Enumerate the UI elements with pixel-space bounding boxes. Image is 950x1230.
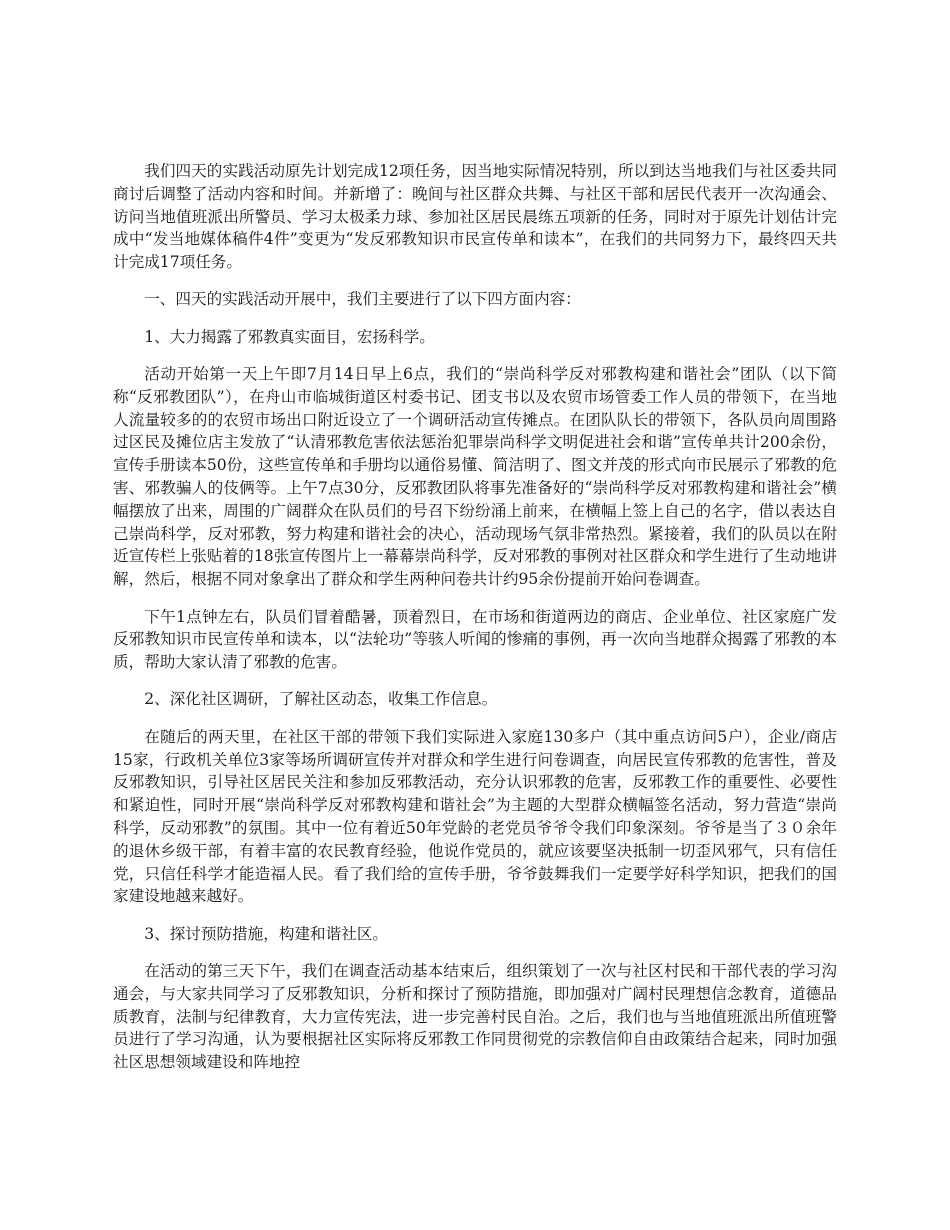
section-heading-main: 一、四天的实践活动开展中，我们主要进行了以下四方面内容： xyxy=(144,290,581,309)
paragraph-day-one-morning: 活动开始第一天上午即7月14日早上6点，我们的“崇尚科学反对邪教构建和谐社会”团队（以下简称“反邪教团队”），在舟山市临城街道区村委书记、团支书以及农贸市场管委工作人员的带领下，在当地人流量较多的的农贸市场出口附近设立了一个调研活动宣传摊点。在团队队长的带领下，各队员向周围路过区民及摊位店主发放了“认清邪教危害依法惩治犯罪崇尚科学文明促进社会和谐”宣传单共计200余份，宣传手册读本50份，这些宣传单和手册均以通俗易懂、简洁明了、图文并茂的形式向市民展示了邪教的危害、邪教骗人的伎俩等。上午7点30分，反邪教团队将事先准备好的“崇尚科学反对邪教构建和谐社会”横幅摆放了出来，周围的广阔群众在队员们的号召下纷纷涌上前来，在横幅上签上自己的名字，借以表达自己崇尚科学，反对邪教，努力构建和谐社会的决心，活动现场气氛非常热烈。紧接着，我们的队员以在附近宣传栏上张贴着的18张宣传图片上一幕幕崇尚科学，反对邪教的事例对社区群众和学生进行了生动地讲解，然后，根据不同对象拿出了群众和学生两种问卷共计约95余份提前开始问卷调查。 xyxy=(113,365,837,589)
subheading-3: 3、探讨预防措施，构建和谐社区。 xyxy=(144,924,389,943)
subheading-2: 2、深化社区调研，了解社区动态，收集工作信息。 xyxy=(144,690,498,709)
subheading-1: 1、大力揭露了邪教真实面目，宏扬科学。 xyxy=(144,327,435,346)
paragraph-day-one-afternoon: 下午1点钟左右，队员们冒着酷暑，顶着烈日，在市场和街道两边的商店、企业单位、社区家庭广发反邪教知识市民宣传单和读本，以“法轮功”等骇人听闻的惨痛的事例，再一次向当地群众揭露了邪教的本质，帮助大家认清了邪教的危害。 xyxy=(113,607,837,672)
paragraph-community-research: 在随后的两天里，在社区干部的带领下我们实际进入家庭130多户（其中重点访问5户），企业/商店15家，行政机关单位3家等场所调研宣传并对群众和学生进行问卷调查，向居民宣传邪教的危害性，普及反邪教知识，引导社区居民关注和参加反邪教活动，充分认识邪教的危害，反邪教工作的重要性、必要性和紧迫性，同时开展“崇尚科学反对邪教构建和谐社会”为主题的大型群众横幅签名活动，努力营造“崇尚科学，反动邪教”的氛围。其中一位有着近50年党龄的老党员爷爷令我们印象深刻。爷爷是当了３０余年的退休乡级干部，有着丰富的农民教育经验，他说作党员的，就应该要坚决抵制一切歪风邪气，只有信任党，只信任科学才能造福人民。看了我们给的宣传手册，爷爷鼓舞我们一定要学好科学知识，把我们的国家建设地越来越好。 xyxy=(113,727,837,906)
paragraph-intro: 我们四天的实践活动原先计划完成12项任务，因当地实际情况特别，所以到达当地我们与社区委共同商讨后调整了活动内容和时间。并新增了：晚间与社区群众共舞、与社区干部和居民代表开一次沟通会、访问当地值班派出所警员、学习太极柔力球、参加社区居民晨练五项新的任务，同时对于原先计划估计完成中“发当地媒体稿件4件”变更为“发反邪教知识市民宣传单和读本”，在我们的共同努力下，最终四天共计完成17项任务。 xyxy=(113,162,837,272)
document-body xyxy=(113,160,837,1088)
paragraph-prevention-measures: 在活动的第三天下午，我们在调查活动基本结束后，组织策划了一次与社区村民和干部代表的学习沟通会，与大家共同学习了反邪教知识，分析和探讨了预防措施，即加强对广阔村民理想信念教育，道德品质教育，法制与纪律教育，大力宣传宪法，进一步完善村民自治。之后，我们也与当地值班派出所值班警员进行了学习沟通，认为要根据社区实际将反邪教工作同贯彻党的宗教信仰自由政策结合起来，同时加强社区思想领域建设和阵地控 xyxy=(113,961,837,1072)
